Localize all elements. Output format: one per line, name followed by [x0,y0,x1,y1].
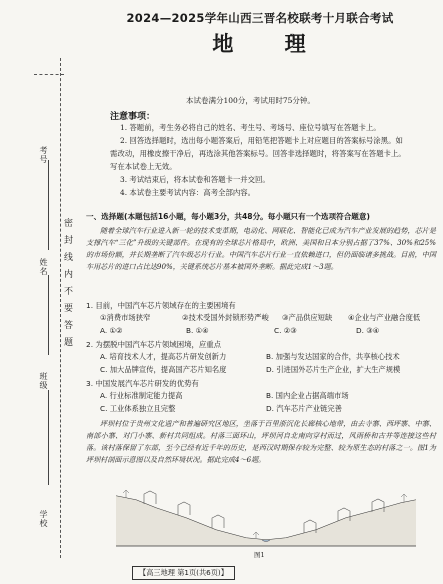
cut-char: 要 [62,303,72,320]
village-profile-diagram [116,488,416,548]
q2-choice-a: A. 培育技术人才，提高芯片研发创新力 [100,352,227,361]
cut-char: 线 [62,252,72,269]
house-icon [212,515,224,528]
q1-option: ③产品供应短缺 [282,313,333,322]
score-info: 本试卷满分100分，考试用时75分钟。 [186,96,315,105]
passage-2: 坪坝村位于贵州文化遗产和普遍研究区地区，坐落于百里浙沉化长廊核心地带，由去寺寨、西坪寨、中寨、南部小寨、对门小寨、新村共同组成。村落三面环山，坪坝河自北南向穿村而过，风雨桥和古井等连接这些村落。该村落保留了东部，至今已经有近千年的历史，是西汉时期保存较为完整、较为原生态的村落之一。图1为坪坝村剖面示意图以及自然环境状况。据此完成4～6题。 [86,419,436,465]
tree-icon [123,490,129,498]
kaohao-label: 考号 [39,146,48,164]
house-icon [144,491,156,504]
cut-char: 封 [62,235,72,252]
q1-option: ④企业与产业融合度低 [348,313,421,322]
note-item: 4. 本试卷主要考试内容：高考全部内容。 [120,188,256,197]
question-1: 1. 目前，中国汽车芯片领域存在的主要困境有 [86,301,236,310]
figure-label: 图1 [254,551,265,559]
q3-choice-a: A. 行业标准制定能力提高 [100,391,183,400]
terrain-fill [116,496,416,546]
q1-choice-c: C. ②③ [274,326,297,335]
exam-title: 2024—2025学年山西三晋名校联考十月联合考试 [126,11,394,25]
house-icon [178,502,190,515]
note-item: 3. 考试结束后，将本试卷和答题卡一并交回。 [120,175,270,184]
tree-icon [401,494,407,502]
q1-choice-d: D. ③④ [356,326,380,335]
binding-margin [0,0,82,584]
cut-char: 内 [62,269,72,286]
notes-title: 注意事项： [110,112,156,122]
q1-option: ②技术受国外封锁形势严峻 [182,313,269,322]
cut-line-text [64,218,75,354]
section-heading: 一、选择题(本题包括16小题，每小题3分，共48分。每小题只有一个选项符合题意) [86,212,370,221]
q2-choice-d: D. 引进国外芯片生产企业，扩大生产规模 [266,365,401,374]
xingming-label: 姓名 [39,258,48,276]
question-2: 2. 为摆脱中国汽车芯片领域困境，应重点 [86,340,222,349]
kaohao-rule [48,160,49,250]
cut-char: 不 [62,286,72,303]
q2-choice-b: B. 加强与发达国家的合作，共享核心技术 [266,352,400,361]
q3-choice-c: C. 工业体系独立且完整 [100,404,176,413]
xuexiao-label: 学校 [39,510,48,528]
cut-char: 答 [62,320,72,337]
passage-1: 随着全球汽车行业进入新一轮的技术变革期，电动化、网联化、智能化已成为汽车产业发展的趋势，芯片是支撑汽车“三化”升级的关键部件。在现有的全球芯片格局中，欧洲、美国和日本分别占据了37%、30%和25%的市场份额，并长期垄断了汽车级芯片行业。中国汽车芯片行业一直依赖进口，但仍面临诸多挑战。目前，中国车用芯片的进口占比达90%，关键系统芯片基本被国外垄断。据此完成1～3题。 [86,226,436,272]
q2-choice-c: C. 加大品牌宣传，提高国产芯片知名度 [100,365,227,374]
tree-icon [253,532,259,538]
banji-label: 班级 [39,372,48,390]
subject-title: 地 理 [212,32,328,56]
banji-rule [48,390,49,485]
question-3: 3. 中国发展汽车芯片研发的优势有 [86,379,199,388]
note-item: 2. 回答选择题时，选出每小题答案后，用铅笔把答题卡上对应题目的答案标号涂黑。如需改动，用橡皮擦干净后，再选涂其他答案标号。回答非选择题时，将答案写在答题卡上。写在本试卷上无效。 [110,136,406,171]
q1-choice-a: A. ①② [100,326,123,335]
xingming-rule [48,275,49,355]
q3-choice-d: D. 汽车芯片产业链完善 [266,404,342,413]
q1-option: ①消费市场狭窄 [100,313,151,322]
cut-char: 密 [62,218,72,235]
q1-choice-b: B. ①④ [186,326,209,335]
note-item: 1. 答题前，考生务必将自己的姓名、考生号、考场号、座位号填写在答题卡上。 [120,123,381,132]
cut-char: 题 [62,337,72,354]
q3-choice-b: B. 国内企业占据高端市场 [266,391,349,400]
page-footer: 【高三地理 第1页(共6页)】 [132,566,235,580]
